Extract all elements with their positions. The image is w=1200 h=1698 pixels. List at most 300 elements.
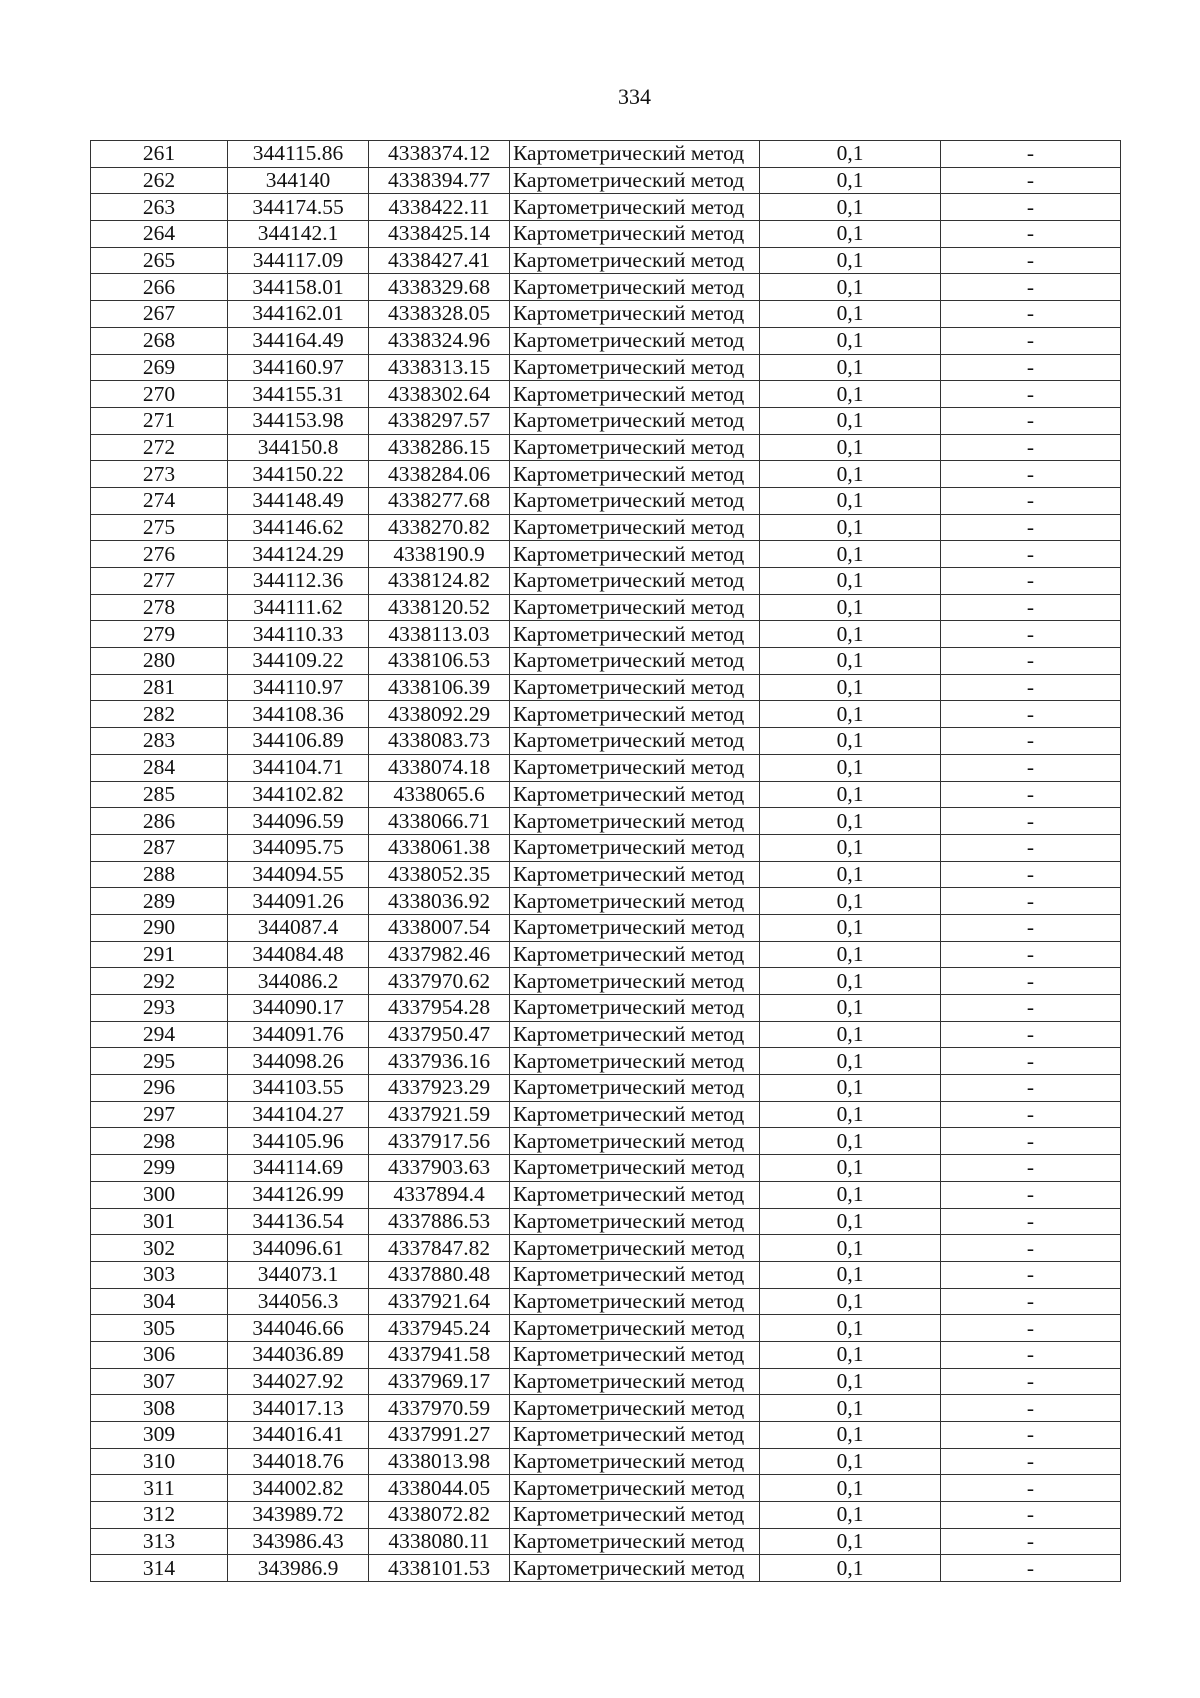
point-number-cell: 275 — [91, 514, 228, 541]
table-row — [91, 1048, 1121, 1075]
x-coordinate-cell: 344103.55 — [228, 1075, 369, 1102]
coordinates-table — [90, 140, 1121, 1582]
y-coordinate-cell: 4337970.62 — [369, 968, 510, 995]
note-cell: - — [941, 1395, 1121, 1422]
accuracy-cell: 0,1 — [760, 274, 941, 301]
x-coordinate-cell: 344027.92 — [228, 1368, 369, 1395]
accuracy-cell: 0,1 — [760, 728, 941, 755]
point-number-cell: 312 — [91, 1502, 228, 1529]
point-number-cell: 264 — [91, 221, 228, 248]
accuracy-cell: 0,1 — [760, 434, 941, 461]
y-coordinate-cell: 4338044.05 — [369, 1475, 510, 1502]
point-number-cell: 267 — [91, 301, 228, 328]
accuracy-cell: 0,1 — [760, 1208, 941, 1235]
note-cell: - — [941, 221, 1121, 248]
point-number-cell: 295 — [91, 1048, 228, 1075]
table-row — [91, 1528, 1121, 1555]
note-cell: - — [941, 914, 1121, 941]
x-coordinate-cell: 344110.33 — [228, 621, 369, 648]
point-number-cell: 308 — [91, 1395, 228, 1422]
accuracy-cell: 0,1 — [760, 1475, 941, 1502]
accuracy-cell: 0,1 — [760, 167, 941, 194]
accuracy-cell: 0,1 — [760, 968, 941, 995]
y-coordinate-cell: 4338422.11 — [369, 194, 510, 221]
accuracy-cell: 0,1 — [760, 1395, 941, 1422]
y-coordinate-cell: 4337894.4 — [369, 1181, 510, 1208]
accuracy-cell: 0,1 — [760, 487, 941, 514]
x-coordinate-cell: 344112.36 — [228, 568, 369, 595]
method-cell: Картометрический метод — [510, 1208, 760, 1235]
method-cell: Картометрический метод — [510, 888, 760, 915]
note-cell: - — [941, 461, 1121, 488]
note-cell: - — [941, 327, 1121, 354]
x-coordinate-cell: 344111.62 — [228, 594, 369, 621]
note-cell: - — [941, 1075, 1121, 1102]
table-row — [91, 968, 1121, 995]
point-number-cell: 300 — [91, 1181, 228, 1208]
x-coordinate-cell: 344056.3 — [228, 1288, 369, 1315]
accuracy-cell: 0,1 — [760, 381, 941, 408]
note-cell: - — [941, 594, 1121, 621]
table-row — [91, 327, 1121, 354]
note-cell: - — [941, 407, 1121, 434]
note-cell: - — [941, 1048, 1121, 1075]
table-row — [91, 1261, 1121, 1288]
note-cell: - — [941, 941, 1121, 968]
table-row — [91, 301, 1121, 328]
x-coordinate-cell: 344073.1 — [228, 1261, 369, 1288]
accuracy-cell: 0,1 — [760, 194, 941, 221]
method-cell: Картометрический метод — [510, 461, 760, 488]
method-cell: Картометрический метод — [510, 541, 760, 568]
x-coordinate-cell: 344106.89 — [228, 728, 369, 755]
method-cell: Картометрический метод — [510, 568, 760, 595]
method-cell: Картометрический метод — [510, 221, 760, 248]
note-cell: - — [941, 1288, 1121, 1315]
x-coordinate-cell: 344126.99 — [228, 1181, 369, 1208]
table-row — [91, 728, 1121, 755]
x-coordinate-cell: 343986.9 — [228, 1555, 369, 1582]
y-coordinate-cell: 4338106.39 — [369, 674, 510, 701]
note-cell: - — [941, 621, 1121, 648]
accuracy-cell: 0,1 — [760, 888, 941, 915]
x-coordinate-cell: 344046.66 — [228, 1315, 369, 1342]
y-coordinate-cell: 4338013.98 — [369, 1448, 510, 1475]
table-row — [91, 487, 1121, 514]
table-row — [91, 1181, 1121, 1208]
table-row — [91, 221, 1121, 248]
method-cell: Картометрический метод — [510, 1528, 760, 1555]
y-coordinate-cell: 4338374.12 — [369, 141, 510, 168]
note-cell: - — [941, 728, 1121, 755]
accuracy-cell: 0,1 — [760, 407, 941, 434]
note-cell: - — [941, 541, 1121, 568]
accuracy-cell: 0,1 — [760, 461, 941, 488]
accuracy-cell: 0,1 — [760, 594, 941, 621]
accuracy-cell: 0,1 — [760, 1368, 941, 1395]
y-coordinate-cell: 4337982.46 — [369, 941, 510, 968]
page-number: 334 — [618, 84, 651, 109]
note-cell: - — [941, 1528, 1121, 1555]
method-cell: Картометрический метод — [510, 354, 760, 381]
note-cell: - — [941, 1128, 1121, 1155]
method-cell: Картометрический метод — [510, 514, 760, 541]
y-coordinate-cell: 4337923.29 — [369, 1075, 510, 1102]
point-number-cell: 273 — [91, 461, 228, 488]
method-cell: Картометрический метод — [510, 808, 760, 835]
note-cell: - — [941, 648, 1121, 675]
note-cell: - — [941, 1341, 1121, 1368]
point-number-cell: 310 — [91, 1448, 228, 1475]
accuracy-cell: 0,1 — [760, 781, 941, 808]
accuracy-cell: 0,1 — [760, 674, 941, 701]
x-coordinate-cell: 344110.97 — [228, 674, 369, 701]
table-row — [91, 1502, 1121, 1529]
x-coordinate-cell: 344002.82 — [228, 1475, 369, 1502]
note-cell: - — [941, 995, 1121, 1022]
accuracy-cell: 0,1 — [760, 327, 941, 354]
method-cell: Картометрический метод — [510, 1181, 760, 1208]
point-number-cell: 306 — [91, 1341, 228, 1368]
y-coordinate-cell: 4338124.82 — [369, 568, 510, 595]
method-cell: Картометрический метод — [510, 1448, 760, 1475]
point-number-cell: 272 — [91, 434, 228, 461]
x-coordinate-cell: 344124.29 — [228, 541, 369, 568]
method-cell: Картометрический метод — [510, 1341, 760, 1368]
point-number-cell: 301 — [91, 1208, 228, 1235]
point-number-cell: 261 — [91, 141, 228, 168]
x-coordinate-cell: 344114.69 — [228, 1155, 369, 1182]
point-number-cell: 314 — [91, 1555, 228, 1582]
note-cell: - — [941, 381, 1121, 408]
x-coordinate-cell: 344158.01 — [228, 274, 369, 301]
method-cell: Картометрический метод — [510, 1048, 760, 1075]
point-number-cell: 262 — [91, 167, 228, 194]
point-number-cell: 274 — [91, 487, 228, 514]
accuracy-cell: 0,1 — [760, 568, 941, 595]
point-number-cell: 277 — [91, 568, 228, 595]
accuracy-cell: 0,1 — [760, 1448, 941, 1475]
method-cell: Картометрический метод — [510, 995, 760, 1022]
y-coordinate-cell: 4338328.05 — [369, 301, 510, 328]
y-coordinate-cell: 4338324.96 — [369, 327, 510, 354]
method-cell: Картометрический метод — [510, 407, 760, 434]
point-number-cell: 281 — [91, 674, 228, 701]
table-row — [91, 1368, 1121, 1395]
note-cell: - — [941, 514, 1121, 541]
accuracy-cell: 0,1 — [760, 754, 941, 781]
table-row — [91, 861, 1121, 888]
table-row — [91, 1395, 1121, 1422]
table-row — [91, 781, 1121, 808]
table-row — [91, 1448, 1121, 1475]
x-coordinate-cell: 344148.49 — [228, 487, 369, 514]
point-number-cell: 283 — [91, 728, 228, 755]
x-coordinate-cell: 344109.22 — [228, 648, 369, 675]
point-number-cell: 266 — [91, 274, 228, 301]
point-number-cell: 311 — [91, 1475, 228, 1502]
method-cell: Картометрический метод — [510, 834, 760, 861]
method-cell: Картометрический метод — [510, 1075, 760, 1102]
accuracy-cell: 0,1 — [760, 247, 941, 274]
table-row — [91, 141, 1121, 168]
note-cell: - — [941, 1208, 1121, 1235]
y-coordinate-cell: 4337921.64 — [369, 1288, 510, 1315]
note-cell: - — [941, 888, 1121, 915]
method-cell: Картометрический метод — [510, 1475, 760, 1502]
point-number-cell: 265 — [91, 247, 228, 274]
y-coordinate-cell: 4338083.73 — [369, 728, 510, 755]
y-coordinate-cell: 4338120.52 — [369, 594, 510, 621]
table-row — [91, 1315, 1121, 1342]
y-coordinate-cell: 4338061.38 — [369, 834, 510, 861]
method-cell: Картометрический метод — [510, 1101, 760, 1128]
accuracy-cell: 0,1 — [760, 1341, 941, 1368]
method-cell: Картометрический метод — [510, 674, 760, 701]
point-number-cell: 292 — [91, 968, 228, 995]
y-coordinate-cell: 4338074.18 — [369, 754, 510, 781]
accuracy-cell: 0,1 — [760, 514, 941, 541]
table-row — [91, 914, 1121, 941]
x-coordinate-cell: 344146.62 — [228, 514, 369, 541]
table-row — [91, 461, 1121, 488]
method-cell: Картометрический метод — [510, 1502, 760, 1529]
point-number-cell: 280 — [91, 648, 228, 675]
x-coordinate-cell: 344036.89 — [228, 1341, 369, 1368]
x-coordinate-cell: 344018.76 — [228, 1448, 369, 1475]
point-number-cell: 307 — [91, 1368, 228, 1395]
method-cell: Картометрический метод — [510, 941, 760, 968]
y-coordinate-cell: 4338427.41 — [369, 247, 510, 274]
y-coordinate-cell: 4337903.63 — [369, 1155, 510, 1182]
x-coordinate-cell: 344102.82 — [228, 781, 369, 808]
table-row — [91, 1341, 1121, 1368]
point-number-cell: 309 — [91, 1422, 228, 1449]
x-coordinate-cell: 344086.2 — [228, 968, 369, 995]
y-coordinate-cell: 4338329.68 — [369, 274, 510, 301]
accuracy-cell: 0,1 — [760, 1528, 941, 1555]
method-cell: Картометрический метод — [510, 1368, 760, 1395]
table-row — [91, 701, 1121, 728]
accuracy-cell: 0,1 — [760, 1048, 941, 1075]
method-cell: Картометрический метод — [510, 968, 760, 995]
table-row — [91, 834, 1121, 861]
point-number-cell: 299 — [91, 1155, 228, 1182]
accuracy-cell: 0,1 — [760, 1021, 941, 1048]
y-coordinate-cell: 4338394.77 — [369, 167, 510, 194]
x-coordinate-cell: 344162.01 — [228, 301, 369, 328]
accuracy-cell: 0,1 — [760, 1235, 941, 1262]
accuracy-cell: 0,1 — [760, 141, 941, 168]
note-cell: - — [941, 1315, 1121, 1342]
accuracy-cell: 0,1 — [760, 941, 941, 968]
y-coordinate-cell: 4337991.27 — [369, 1422, 510, 1449]
point-number-cell: 304 — [91, 1288, 228, 1315]
point-number-cell: 298 — [91, 1128, 228, 1155]
table-row — [91, 167, 1121, 194]
y-coordinate-cell: 4338066.71 — [369, 808, 510, 835]
table-row — [91, 194, 1121, 221]
x-coordinate-cell: 344096.61 — [228, 1235, 369, 1262]
table-row — [91, 1288, 1121, 1315]
table-row — [91, 1075, 1121, 1102]
point-number-cell: 284 — [91, 754, 228, 781]
table-row — [91, 354, 1121, 381]
method-cell: Картометрический метод — [510, 274, 760, 301]
note-cell: - — [941, 1181, 1121, 1208]
note-cell: - — [941, 1422, 1121, 1449]
accuracy-cell: 0,1 — [760, 834, 941, 861]
method-cell: Картометрический метод — [510, 301, 760, 328]
x-coordinate-cell: 344096.59 — [228, 808, 369, 835]
x-coordinate-cell: 344016.41 — [228, 1422, 369, 1449]
table-row — [91, 754, 1121, 781]
y-coordinate-cell: 4338113.03 — [369, 621, 510, 648]
accuracy-cell: 0,1 — [760, 914, 941, 941]
table-row — [91, 1235, 1121, 1262]
table-row — [91, 594, 1121, 621]
accuracy-cell: 0,1 — [760, 1555, 941, 1582]
method-cell: Картометрический метод — [510, 1288, 760, 1315]
accuracy-cell: 0,1 — [760, 861, 941, 888]
table-row — [91, 1422, 1121, 1449]
note-cell: - — [941, 1101, 1121, 1128]
point-number-cell: 291 — [91, 941, 228, 968]
x-coordinate-cell: 344095.75 — [228, 834, 369, 861]
table-row — [91, 514, 1121, 541]
accuracy-cell: 0,1 — [760, 1288, 941, 1315]
y-coordinate-cell: 4338106.53 — [369, 648, 510, 675]
point-number-cell: 313 — [91, 1528, 228, 1555]
note-cell: - — [941, 754, 1121, 781]
note-cell: - — [941, 1368, 1121, 1395]
y-coordinate-cell: 4338052.35 — [369, 861, 510, 888]
y-coordinate-cell: 4338270.82 — [369, 514, 510, 541]
x-coordinate-cell: 344104.71 — [228, 754, 369, 781]
table-row — [91, 941, 1121, 968]
point-number-cell: 268 — [91, 327, 228, 354]
point-number-cell: 285 — [91, 781, 228, 808]
y-coordinate-cell: 4338284.06 — [369, 461, 510, 488]
table-row — [91, 808, 1121, 835]
x-coordinate-cell: 344136.54 — [228, 1208, 369, 1235]
note-cell: - — [941, 701, 1121, 728]
table-row — [91, 541, 1121, 568]
note-cell: - — [941, 1502, 1121, 1529]
point-number-cell: 263 — [91, 194, 228, 221]
x-coordinate-cell: 344105.96 — [228, 1128, 369, 1155]
note-cell: - — [941, 968, 1121, 995]
point-number-cell: 290 — [91, 914, 228, 941]
accuracy-cell: 0,1 — [760, 621, 941, 648]
x-coordinate-cell: 344090.17 — [228, 995, 369, 1022]
method-cell: Картометрический метод — [510, 1021, 760, 1048]
accuracy-cell: 0,1 — [760, 1422, 941, 1449]
y-coordinate-cell: 4338065.6 — [369, 781, 510, 808]
y-coordinate-cell: 4338313.15 — [369, 354, 510, 381]
point-number-cell: 303 — [91, 1261, 228, 1288]
point-number-cell: 271 — [91, 407, 228, 434]
y-coordinate-cell: 4338101.53 — [369, 1555, 510, 1582]
method-cell: Картометрический метод — [510, 247, 760, 274]
accuracy-cell: 0,1 — [760, 301, 941, 328]
y-coordinate-cell: 4337886.53 — [369, 1208, 510, 1235]
x-coordinate-cell: 344160.97 — [228, 354, 369, 381]
y-coordinate-cell: 4337880.48 — [369, 1261, 510, 1288]
x-coordinate-cell: 344140 — [228, 167, 369, 194]
y-coordinate-cell: 4337847.82 — [369, 1235, 510, 1262]
x-coordinate-cell: 344104.27 — [228, 1101, 369, 1128]
x-coordinate-cell: 344174.55 — [228, 194, 369, 221]
x-coordinate-cell: 344142.1 — [228, 221, 369, 248]
point-number-cell: 279 — [91, 621, 228, 648]
accuracy-cell: 0,1 — [760, 1315, 941, 1342]
note-cell: - — [941, 434, 1121, 461]
table-row — [91, 381, 1121, 408]
accuracy-cell: 0,1 — [760, 1101, 941, 1128]
y-coordinate-cell: 4337945.24 — [369, 1315, 510, 1342]
y-coordinate-cell: 4338297.57 — [369, 407, 510, 434]
point-number-cell: 276 — [91, 541, 228, 568]
y-coordinate-cell: 4338302.64 — [369, 381, 510, 408]
x-coordinate-cell: 344155.31 — [228, 381, 369, 408]
note-cell: - — [941, 1261, 1121, 1288]
point-number-cell: 293 — [91, 995, 228, 1022]
table-row — [91, 407, 1121, 434]
y-coordinate-cell: 4338036.92 — [369, 888, 510, 915]
table-row — [91, 274, 1121, 301]
point-number-cell: 286 — [91, 808, 228, 835]
accuracy-cell: 0,1 — [760, 541, 941, 568]
y-coordinate-cell: 4338286.15 — [369, 434, 510, 461]
note-cell: - — [941, 274, 1121, 301]
method-cell: Картометрический метод — [510, 434, 760, 461]
method-cell: Картометрический метод — [510, 914, 760, 941]
y-coordinate-cell: 4337969.17 — [369, 1368, 510, 1395]
x-coordinate-cell: 344087.4 — [228, 914, 369, 941]
y-coordinate-cell: 4338425.14 — [369, 221, 510, 248]
accuracy-cell: 0,1 — [760, 1128, 941, 1155]
table-row — [91, 1555, 1121, 1582]
method-cell: Картометрический метод — [510, 1315, 760, 1342]
x-coordinate-cell: 344108.36 — [228, 701, 369, 728]
method-cell: Картометрический метод — [510, 141, 760, 168]
method-cell: Картометрический метод — [510, 728, 760, 755]
accuracy-cell: 0,1 — [760, 221, 941, 248]
note-cell: - — [941, 1021, 1121, 1048]
table-row — [91, 888, 1121, 915]
note-cell: - — [941, 834, 1121, 861]
x-coordinate-cell: 343989.72 — [228, 1502, 369, 1529]
table-row — [91, 648, 1121, 675]
table-row — [91, 1101, 1121, 1128]
y-coordinate-cell: 4338072.82 — [369, 1502, 510, 1529]
x-coordinate-cell: 344091.76 — [228, 1021, 369, 1048]
table-row — [91, 1208, 1121, 1235]
point-number-cell: 302 — [91, 1235, 228, 1262]
method-cell: Картометрический метод — [510, 701, 760, 728]
x-coordinate-cell: 344153.98 — [228, 407, 369, 434]
table-row — [91, 1155, 1121, 1182]
note-cell: - — [941, 1155, 1121, 1182]
accuracy-cell: 0,1 — [760, 1502, 941, 1529]
accuracy-cell: 0,1 — [760, 701, 941, 728]
x-coordinate-cell: 343986.43 — [228, 1528, 369, 1555]
method-cell: Картометрический метод — [510, 781, 760, 808]
method-cell: Картометрический метод — [510, 1155, 760, 1182]
note-cell: - — [941, 674, 1121, 701]
method-cell: Картометрический метод — [510, 1555, 760, 1582]
